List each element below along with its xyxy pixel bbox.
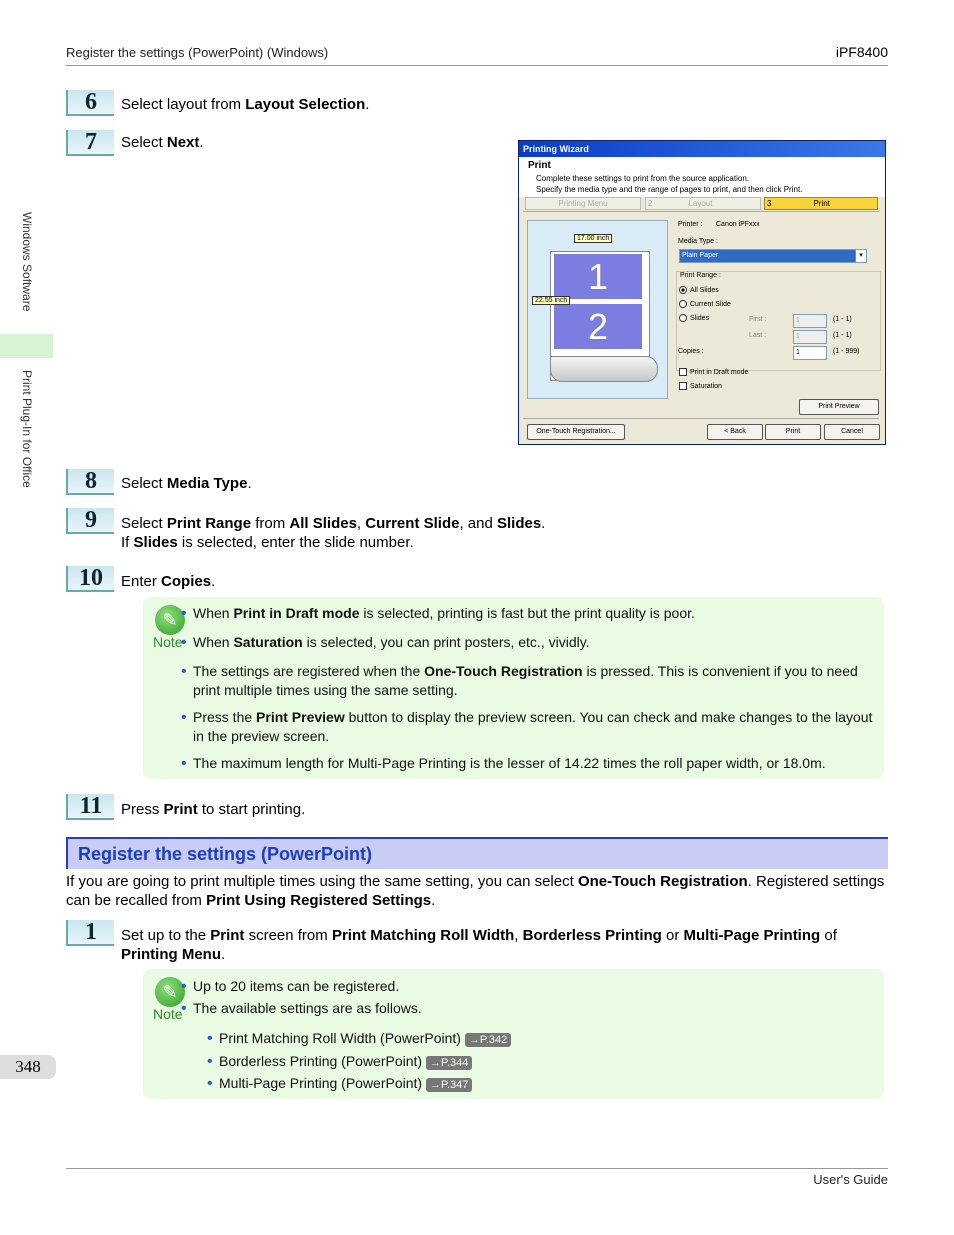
running-header-left: Register the settings (PowerPoint) (Windows) (66, 45, 329, 60)
dialog-desc-2: Specify the media type and the range of pages to print, and then click Print. (536, 185, 803, 194)
wizard-crumb-layout: 2 Layout (645, 197, 761, 210)
step-number-7: 7 (66, 130, 114, 156)
dialog-divider (523, 211, 879, 212)
dialog-title-bar: Printing Wizard (519, 141, 885, 157)
radio-all-slides[interactable]: All Slides (679, 286, 719, 294)
note-2-sub-2: • Borderless Printing (PowerPoint) →P.344 (219, 1052, 899, 1071)
running-header-right: iPF8400 (835, 44, 888, 60)
print-button[interactable]: Print (765, 424, 821, 440)
step-11-text: Press Print to start printing. (121, 801, 306, 818)
saturation-checkbox[interactable]: Saturation (679, 382, 722, 390)
printer-value: Canon iPFxxx (716, 221, 760, 228)
note-1-bullet-4: • Press the Print Preview button to display the preview screen. You can check and make changes to the layout in the preview screen. (193, 708, 873, 746)
note-2-sub-3: • Multi-Page Printing (PowerPoint) →P.347 (219, 1074, 899, 1093)
page-ref-link[interactable]: →P.344 (426, 1056, 472, 1070)
print-preview-button[interactable]: Print Preview (799, 399, 879, 415)
footer-rule (66, 1168, 888, 1169)
dialog-header-area (519, 157, 885, 197)
step-6-text: Select layout from Layout Selection. (121, 96, 370, 113)
step-9-text: Select Print Range from All Slides, Current Slide, and Slides. If Slides is selected, enter the slide number. (121, 515, 546, 551)
media-type-select[interactable]: Plain Paper ▾ (679, 249, 867, 263)
note-2-bullet-1: • Up to 20 items can be registered. (193, 977, 873, 996)
step-7-text: Select Next. (121, 134, 204, 151)
wizard-crumb-printing-menu: Printing Menu (525, 197, 641, 210)
step-number-1: 1 (66, 920, 114, 946)
dialog-heading: Print (528, 160, 551, 171)
note-2-sub-1: • Print Matching Roll Width (PowerPoint) →P.342 (219, 1029, 899, 1048)
copies-label: Copies : (678, 348, 704, 355)
header-rule (66, 65, 888, 66)
step-10-text: Enter Copies. (121, 573, 216, 590)
cancel-button[interactable]: Cancel (824, 424, 880, 440)
dialog-footer-divider (523, 418, 879, 419)
last-range: (1 - 1) (833, 332, 852, 339)
sidebar-chapter-label: Print Plug-In for Office (20, 370, 34, 488)
step-1-text: Set up to the Print screen from Print Matching Roll Width, Borderless Printing or Multi-Page Printing of Printing Menu. (121, 927, 837, 963)
wizard-crumb-print: 3 Print (764, 197, 878, 210)
print-range-label: Print Range : (680, 272, 721, 279)
note-1-bullet-2: • When Saturation is selected, you can print posters, etc., vividly. (193, 633, 873, 652)
page-number: 348 (0, 1055, 56, 1079)
step-number-11: 11 (66, 794, 114, 820)
sidebar-marker (0, 334, 53, 358)
slide-thumbnail-1: 1 (554, 254, 642, 299)
radio-slides[interactable]: Slides (679, 314, 709, 322)
media-type-label: Media Type : (678, 238, 718, 245)
step-number-6: 6 (66, 90, 114, 116)
one-touch-registration-button[interactable]: One-Touch Registration... (527, 424, 625, 440)
note-2-bullet-2: • The available settings are as follows. (193, 999, 873, 1018)
note-1-bullet-1: • When Print in Draft mode is selected, printing is fast but the print quality is poor. (193, 604, 873, 623)
width-dimension-label: 17.00 inch (574, 234, 612, 243)
note-box-2 (143, 969, 884, 1099)
copies-input[interactable]: 1 (793, 346, 827, 360)
note-label: Note (153, 1006, 183, 1022)
section-heading (66, 837, 888, 869)
note-label: Note (153, 634, 183, 650)
radio-current-slide[interactable]: Current Slide (679, 300, 731, 308)
step-8-text: Select Media Type. (121, 475, 252, 492)
note-box-1 (143, 597, 884, 779)
step-number-10: 10 (66, 566, 114, 592)
sidebar-section-label: Windows Software (20, 212, 34, 312)
layout-preview-panel (527, 220, 668, 399)
printer-label: Printer : (678, 221, 703, 228)
slide-thumbnail-2: 2 (554, 304, 642, 349)
back-button[interactable]: < Back (707, 424, 763, 440)
printing-wizard-dialog (518, 140, 886, 445)
first-range: (1 - 1) (833, 316, 852, 323)
note-1-bullet-5: • The maximum length for Multi-Page Printing is the lesser of 14.22 times the roll paper width, or 18.0m. (193, 754, 873, 773)
length-dimension-label: 22.55 inch (532, 296, 570, 305)
section-intro-paragraph: If you are going to print multiple times using the same setting, you can select One-Touch Registration. Registered settings can be recalled from Print Using Registered Settings. (66, 873, 885, 909)
pencil-icon: ✎ (155, 977, 185, 1007)
pencil-icon: ✎ (155, 605, 185, 635)
page-ref-link[interactable]: →P.347 (426, 1078, 472, 1092)
last-label: Last : (749, 332, 767, 339)
copies-range: (1 - 999) (833, 348, 860, 355)
paper-roll-icon (550, 356, 658, 382)
note-1-bullet-3: • The settings are registered when the One-Touch Registration is pressed. This is convenient if you to need print multiple times using the same setting. (193, 662, 873, 700)
last-input[interactable]: 1 (793, 330, 827, 344)
step-number-8: 8 (66, 469, 114, 495)
footer-guide-title: User's Guide (813, 1172, 888, 1187)
section-title: Register the settings (PowerPoint) (78, 844, 373, 864)
page-ref-link[interactable]: →P.342 (465, 1033, 511, 1047)
chevron-down-icon: ▾ (855, 250, 866, 262)
draft-mode-checkbox[interactable]: Print in Draft mode (679, 368, 748, 376)
step-number-9: 9 (66, 508, 114, 534)
first-input[interactable]: 1 (793, 314, 827, 328)
dialog-desc-1: Complete these settings to print from the source application. (536, 174, 749, 183)
first-label: First : (749, 316, 767, 323)
